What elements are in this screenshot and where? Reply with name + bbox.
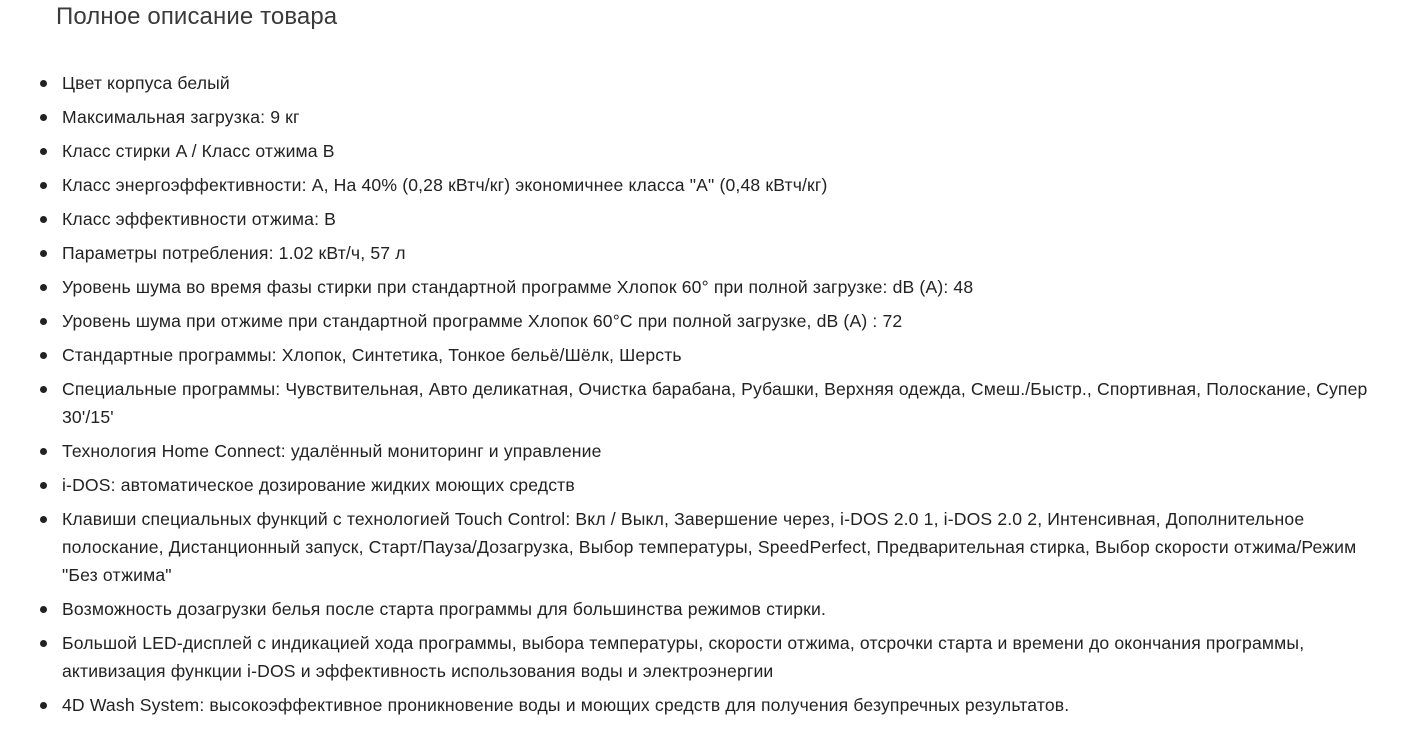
list-item-text: Максимальная загрузка: 9 кг xyxy=(62,107,300,127)
bullet-icon xyxy=(40,80,47,87)
list-item xyxy=(30,171,1396,199)
list-item-text: Уровень шума во время фазы стирки при стандартной программе Хлопок 60° при полной загрузке: dB (A): 48 xyxy=(62,277,974,297)
list-item-text: Возможность дозагрузки белья после старта программы для большинства режимов стирки. xyxy=(62,599,826,619)
list-item xyxy=(30,691,1396,719)
bullet-icon xyxy=(40,640,47,647)
list-item-text: Уровень шума при отжиме при стандартной программе Хлопок 60°C при полной загрузке, dB (A) : 72 xyxy=(62,311,903,331)
list-item-text: 4D Wash System: высокоэффективное проникновение воды и моющих средств для получения безупречных результатов. xyxy=(62,695,1070,715)
list-item-text: Специальные программы: Чувствительная, Авто деликатная, Очистка барабана, Рубашки, Верхняя одежда, Смеш./Быстр., Спортивная, Полоскание, Супер 30'/15' xyxy=(62,379,1368,427)
list-item xyxy=(30,629,1396,685)
bullet-icon xyxy=(40,482,47,489)
list-item-text: i-DOS: автоматическое дозирование жидких моющих средств xyxy=(62,475,575,495)
list-item xyxy=(30,239,1396,267)
list-item-text: Клавиши специальных функций с технологией Touch Control: Вкл / Выкл, Завершение через, i-DOS 2.0 1, i-DOS 2.0 2, Интенсивная, Дополнительное полоскание, Дистанционный запуск, Старт/Пауза/Дозагрузка, Выбор температуры, SpeedPerfect, Предварительная стирка, Выбор скорости отжима/Режим "Без отжима" xyxy=(62,509,1357,585)
section-title: Полное описание товара xyxy=(56,3,338,30)
bullet-icon xyxy=(40,352,47,359)
list-item-text: Технология Home Connect: удалённый мониторинг и управление xyxy=(62,441,602,461)
bullet-icon xyxy=(40,250,47,257)
list-item xyxy=(30,137,1396,165)
bullet-icon xyxy=(40,182,47,189)
bullet-icon xyxy=(40,148,47,155)
features-list xyxy=(30,69,1396,725)
list-item xyxy=(30,103,1396,131)
list-item xyxy=(30,69,1396,97)
list-item-text: Стандартные программы: Хлопок, Синтетика, Тонкое бельё/Шёлк, Шерсть xyxy=(62,345,682,365)
list-item xyxy=(30,595,1396,623)
list-item xyxy=(30,437,1396,465)
bullet-icon xyxy=(40,216,47,223)
bullet-icon xyxy=(40,516,47,523)
list-item xyxy=(30,341,1396,369)
list-item-text: Класс энергоэффективности: A, На 40% (0,28 кВтч/кг) экономичнее класса "A" (0,48 кВтч/кг) xyxy=(62,175,828,195)
list-item xyxy=(30,471,1396,499)
list-item xyxy=(30,375,1396,431)
bullet-icon xyxy=(40,284,47,291)
list-item-text: Параметры потребления: 1.02 кВт/ч, 57 л xyxy=(62,243,406,263)
list-item xyxy=(30,307,1396,335)
list-item-text: Цвет корпуса белый xyxy=(62,73,230,93)
list-item xyxy=(30,205,1396,233)
list-item-text: Класс эффективности отжима: B xyxy=(62,209,337,229)
list-item xyxy=(30,505,1396,589)
list-item xyxy=(30,273,1396,301)
bullet-icon xyxy=(40,318,47,325)
list-item-text: Класс стирки A / Класс отжима B xyxy=(62,141,335,161)
bullet-icon xyxy=(40,606,47,613)
list-item-text: Большой LED-дисплей с индикацией хода программы, выбора температуры, скорости отжима, отсрочки старта и времени до окончания программы, активизация функции i-DOS и эффективность использования воды и электроэнергии xyxy=(62,633,1305,681)
bullet-icon xyxy=(40,114,47,121)
bullet-icon xyxy=(40,448,47,455)
bullet-icon xyxy=(40,386,47,393)
bullet-icon xyxy=(40,702,47,709)
